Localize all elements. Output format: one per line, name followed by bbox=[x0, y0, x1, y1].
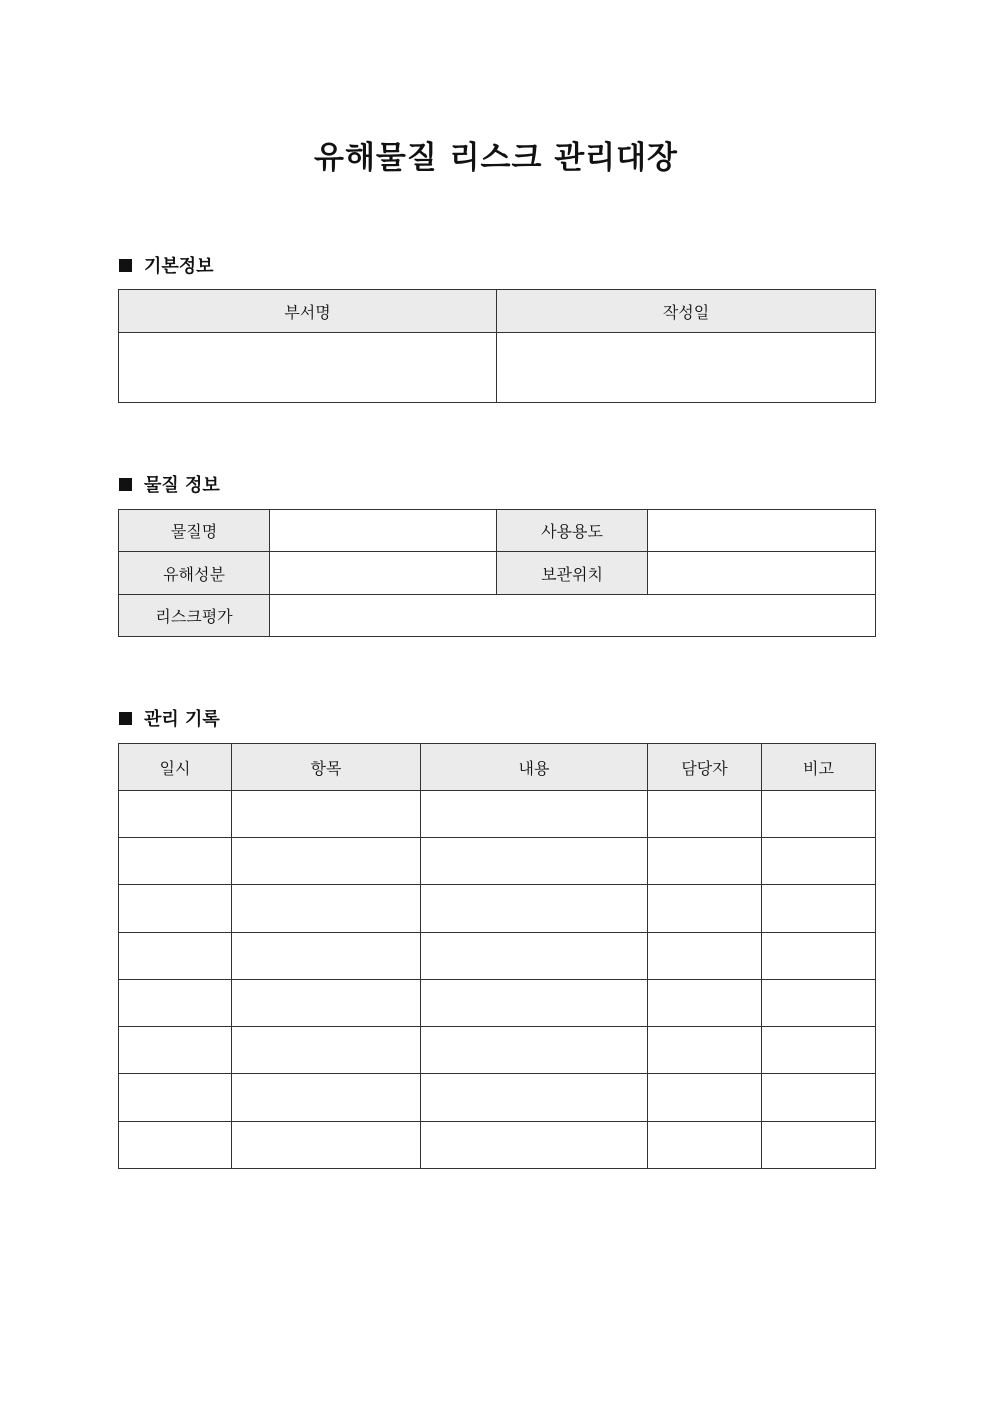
management-record-table bbox=[118, 743, 876, 1169]
remarks-cell[interactable] bbox=[762, 838, 876, 885]
remarks-cell[interactable] bbox=[762, 791, 876, 838]
content-cell[interactable] bbox=[421, 933, 648, 980]
table-row bbox=[119, 885, 876, 933]
square-bullet-icon bbox=[119, 478, 132, 491]
risk-assessment-label: 리스크평가 bbox=[119, 595, 270, 637]
management-record-heading-text: 관리 기록 bbox=[144, 709, 220, 730]
remarks-cell[interactable] bbox=[762, 1027, 876, 1074]
person-in-charge-cell[interactable] bbox=[648, 980, 762, 1027]
item-header: 항목 bbox=[232, 744, 421, 791]
remarks-cell[interactable] bbox=[762, 885, 876, 933]
datetime-cell[interactable] bbox=[119, 1122, 232, 1169]
square-bullet-icon bbox=[119, 712, 132, 725]
person-in-charge-cell[interactable] bbox=[648, 1027, 762, 1074]
table-row bbox=[119, 1074, 876, 1122]
content-cell[interactable] bbox=[421, 980, 648, 1027]
item-cell[interactable] bbox=[232, 933, 421, 980]
datetime-header: 일시 bbox=[119, 744, 232, 791]
material-info-table bbox=[118, 509, 876, 637]
basic-info-heading-text: 기본정보 bbox=[144, 256, 214, 277]
department-cell[interactable] bbox=[119, 333, 497, 403]
usage-cell[interactable] bbox=[648, 510, 876, 552]
risk-assessment-cell[interactable] bbox=[270, 595, 876, 637]
person-in-charge-cell[interactable] bbox=[648, 1122, 762, 1169]
content-cell[interactable] bbox=[421, 1074, 648, 1122]
material-name-cell[interactable] bbox=[270, 510, 497, 552]
usage-label: 사용용도 bbox=[497, 510, 648, 552]
datetime-cell[interactable] bbox=[119, 1074, 232, 1122]
content-header: 내용 bbox=[421, 744, 648, 791]
remarks-cell[interactable] bbox=[762, 980, 876, 1027]
content-cell[interactable] bbox=[421, 791, 648, 838]
datetime-cell[interactable] bbox=[119, 1027, 232, 1074]
material-info-heading-text: 물질 정보 bbox=[144, 475, 220, 496]
basic-info-heading bbox=[119, 253, 214, 277]
material-name-label: 물질명 bbox=[119, 510, 270, 552]
table-row bbox=[119, 933, 876, 980]
square-bullet-icon bbox=[119, 259, 132, 272]
person-in-charge-cell[interactable] bbox=[648, 885, 762, 933]
item-cell[interactable] bbox=[232, 791, 421, 838]
storage-location-cell[interactable] bbox=[648, 552, 876, 595]
management-record-heading bbox=[119, 706, 220, 730]
item-cell[interactable] bbox=[232, 1074, 421, 1122]
remarks-cell[interactable] bbox=[762, 1122, 876, 1169]
person-in-charge-cell[interactable] bbox=[648, 838, 762, 885]
person-in-charge-cell[interactable] bbox=[648, 1074, 762, 1122]
document-title: 유해물질 리스크 관리대장 bbox=[314, 140, 678, 176]
content-cell[interactable] bbox=[421, 1027, 648, 1074]
person-in-charge-cell[interactable] bbox=[648, 791, 762, 838]
datetime-cell[interactable] bbox=[119, 933, 232, 980]
table-row bbox=[119, 791, 876, 838]
table-row bbox=[119, 1027, 876, 1074]
datetime-cell[interactable] bbox=[119, 791, 232, 838]
harmful-component-label: 유해성분 bbox=[119, 552, 270, 595]
date-written-cell[interactable] bbox=[497, 333, 876, 403]
basic-info-table bbox=[118, 289, 876, 403]
item-cell[interactable] bbox=[232, 838, 421, 885]
person-in-charge-header: 담당자 bbox=[648, 744, 762, 791]
department-header: 부서명 bbox=[119, 290, 497, 333]
date-written-header: 작성일 bbox=[497, 290, 876, 333]
item-cell[interactable] bbox=[232, 1122, 421, 1169]
table-row bbox=[119, 1122, 876, 1169]
remarks-cell[interactable] bbox=[762, 1074, 876, 1122]
storage-location-label: 보관위치 bbox=[497, 552, 648, 595]
person-in-charge-cell[interactable] bbox=[648, 933, 762, 980]
remarks-header: 비고 bbox=[762, 744, 876, 791]
table-row bbox=[119, 980, 876, 1027]
item-cell[interactable] bbox=[232, 1027, 421, 1074]
material-info-heading bbox=[119, 472, 220, 496]
item-cell[interactable] bbox=[232, 885, 421, 933]
datetime-cell[interactable] bbox=[119, 980, 232, 1027]
table-row bbox=[119, 838, 876, 885]
content-cell[interactable] bbox=[421, 1122, 648, 1169]
item-cell[interactable] bbox=[232, 980, 421, 1027]
harmful-component-cell[interactable] bbox=[270, 552, 497, 595]
content-cell[interactable] bbox=[421, 838, 648, 885]
datetime-cell[interactable] bbox=[119, 885, 232, 933]
content-cell[interactable] bbox=[421, 885, 648, 933]
datetime-cell[interactable] bbox=[119, 838, 232, 885]
remarks-cell[interactable] bbox=[762, 933, 876, 980]
